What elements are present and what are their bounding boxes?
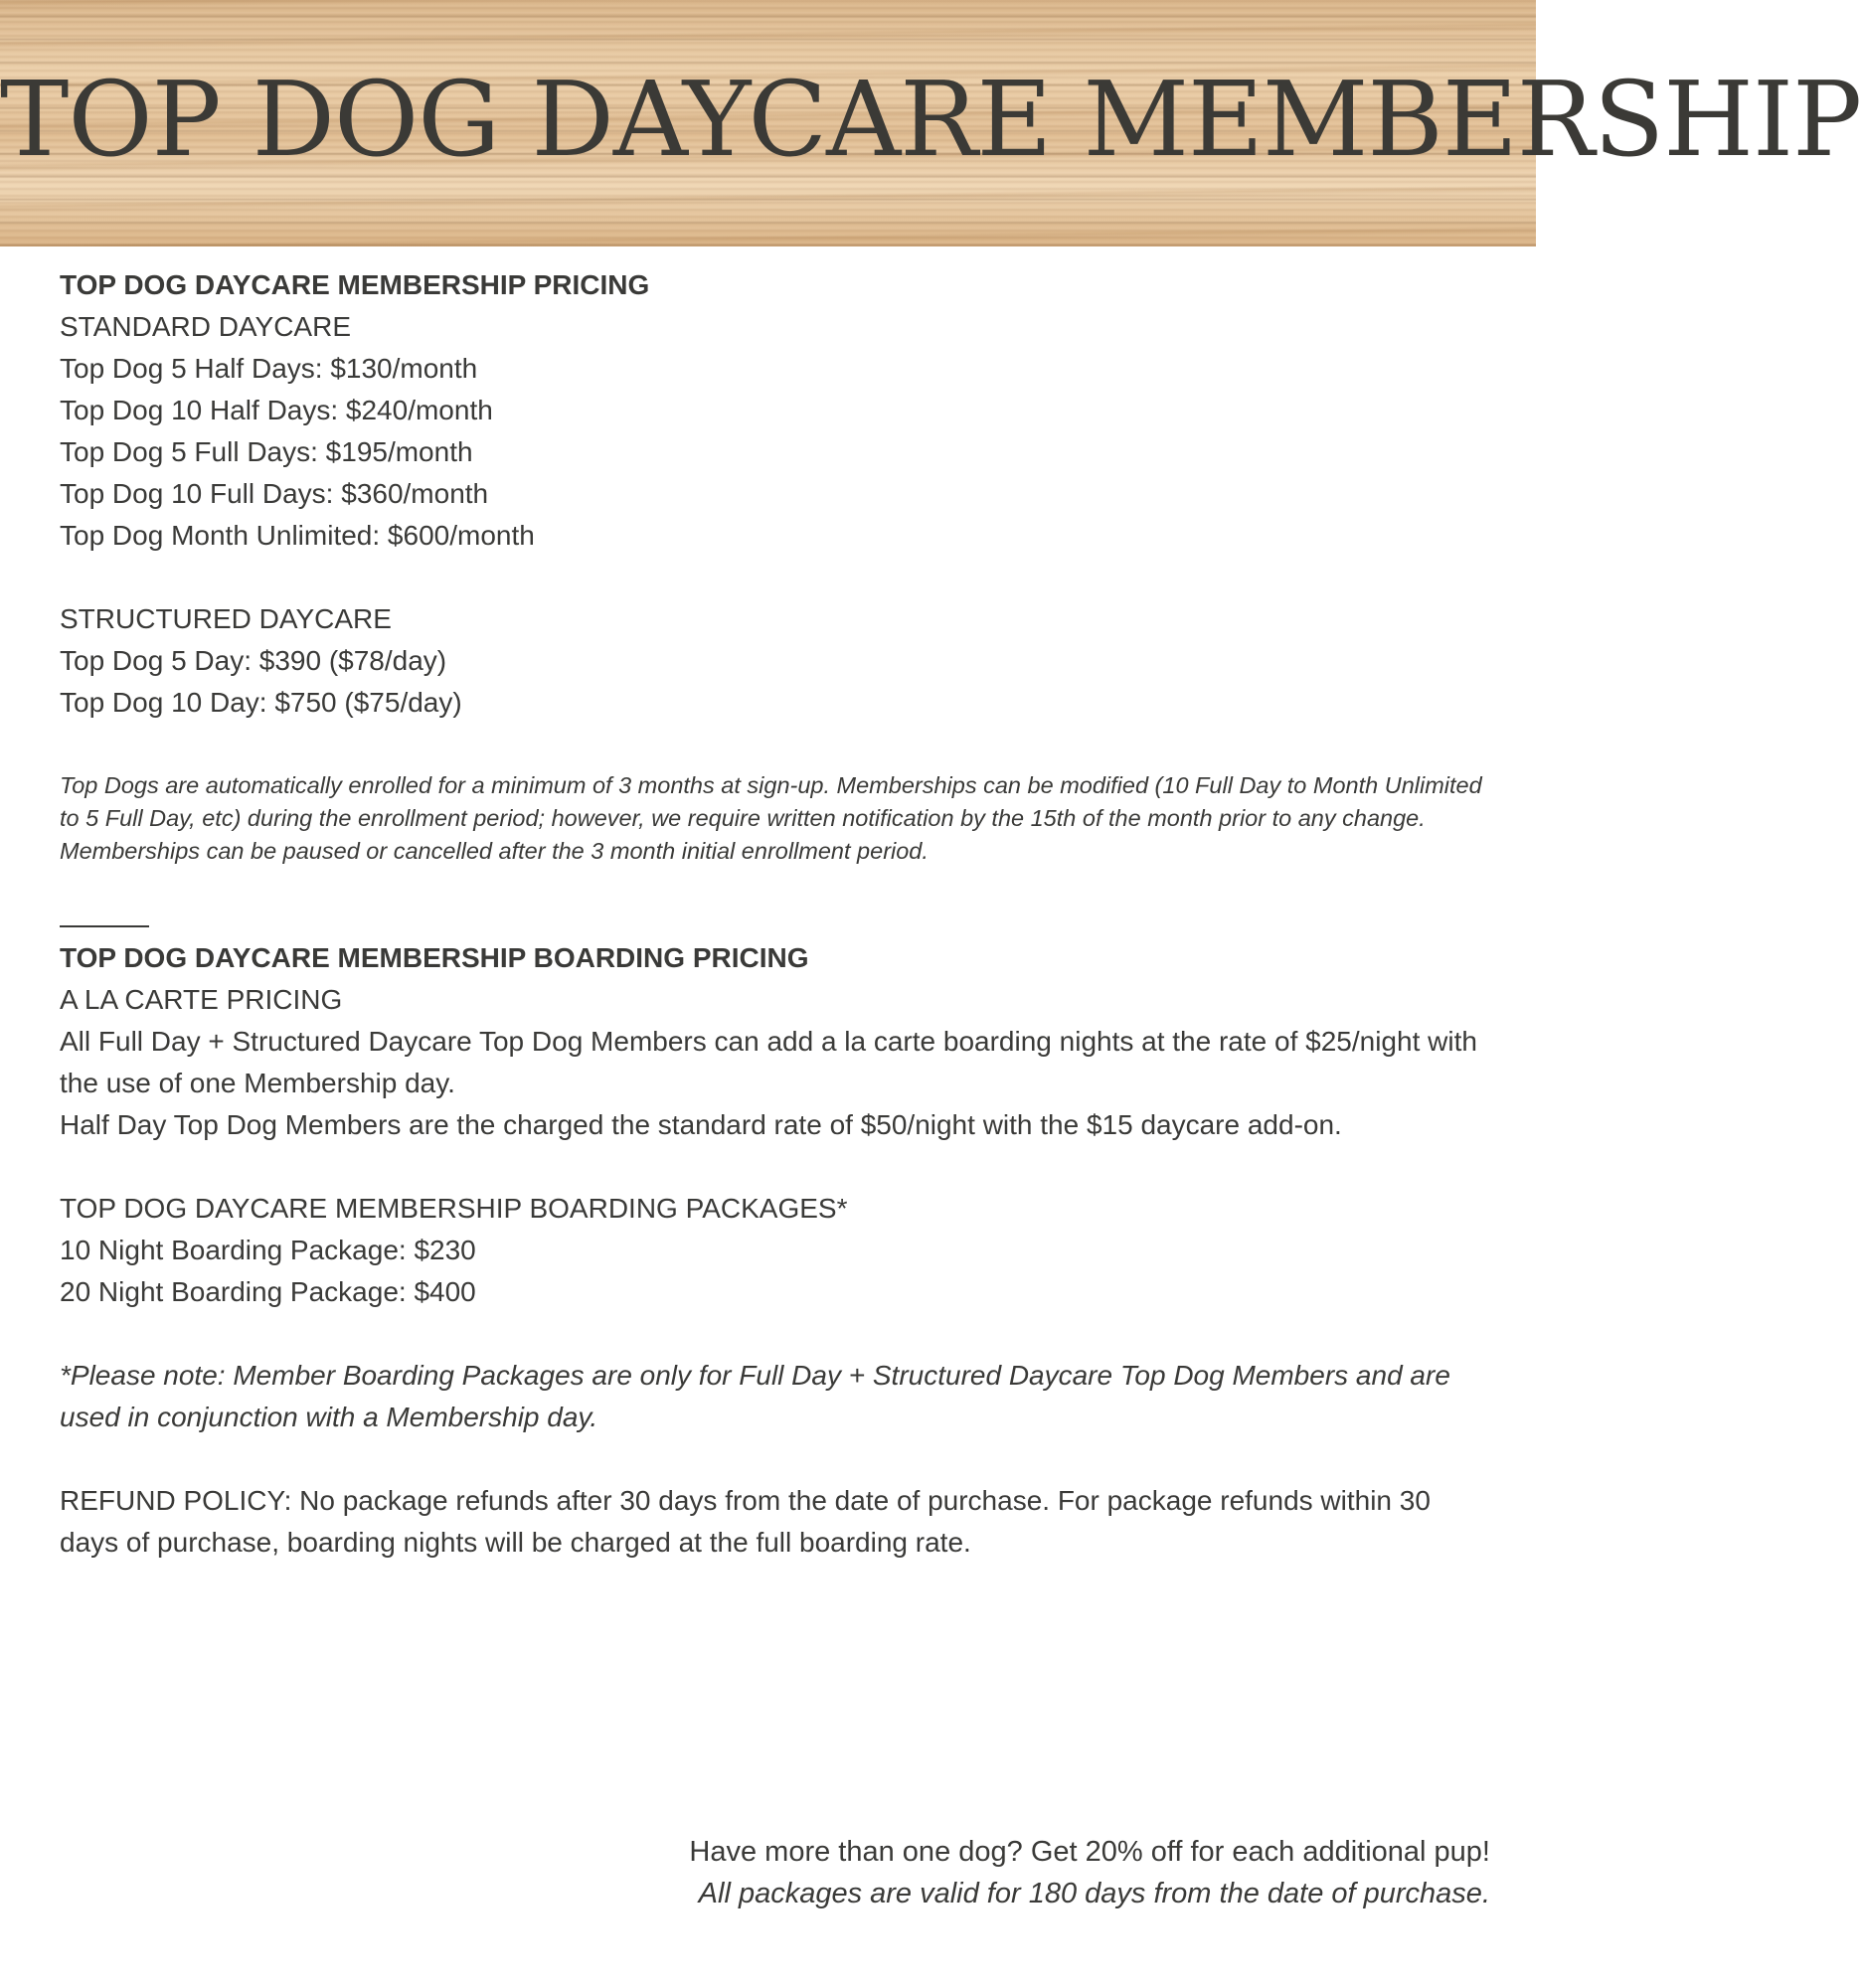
standard-item: Top Dog 10 Half Days: $240/month [60, 395, 493, 425]
page-title: TOP DOG DAYCARE MEMBERSHIP [0, 59, 1861, 180]
a-la-carte-label: A LA CARTE PRICING [60, 984, 343, 1015]
multi-dog-discount: Have more than one dog? Get 20% off for each additional pup! [689, 1836, 1490, 1868]
package-note: *Please note: Member Boarding Packages are only for Full Day + Structured Daycare Top Dog Members and are used in conjunction with a Membership day. [60, 1360, 1450, 1432]
boarding-packages-label: TOP DOG DAYCARE MEMBERSHIP BOARDING PACKAGES* [60, 1193, 848, 1224]
structured-item: Top Dog 10 Day: $750 ($75/day) [60, 687, 462, 718]
section-divider [60, 925, 149, 927]
standard-daycare-label: STANDARD DAYCARE [60, 311, 352, 342]
pricing-content [60, 264, 1491, 1564]
boarding-package-item: 10 Night Boarding Package: $230 [60, 1235, 476, 1265]
standard-item: Top Dog 5 Half Days: $130/month [60, 353, 478, 384]
standard-item: Top Dog Month Unlimited: $600/month [60, 520, 535, 551]
refund-policy: REFUND POLICY: No package refunds after 30 days from the date of purchase. For package refunds within 30 days of purchase, boarding nights will be charged at the full boarding rate. [60, 1485, 1431, 1558]
half-day-text: Half Day Top Dog Members are the charged the standard rate of $50/night with the $15 daycare add-on. [60, 1109, 1342, 1140]
enrollment-note: Top Dogs are automatically enrolled for a minimum of 3 months at sign-up. Memberships can be modified (10 Full Day to Month Unlimited to 5 Full Day, etc) during the enrollment period; however, we require written notification by the 15th of the month prior to any change. Memberships can be paused or cancelled after the 3 month initial enrollment period. [60, 772, 1482, 864]
footer [689, 1831, 1490, 1914]
wood-banner [0, 0, 1861, 247]
standard-item: Top Dog 10 Full Days: $360/month [60, 478, 489, 509]
structured-item: Top Dog 5 Day: $390 ($78/day) [60, 645, 447, 676]
a-la-carte-text: All Full Day + Structured Daycare Top Dog Members can add a la carte boarding nights at the rate of $25/night with the use of one Membership day. [60, 1026, 1477, 1098]
boarding-heading: TOP DOG DAYCARE MEMBERSHIP BOARDING PRICING [60, 942, 809, 973]
package-validity: All packages are valid for 180 days from the date of purchase. [698, 1878, 1490, 1909]
standard-item: Top Dog 5 Full Days: $195/month [60, 436, 473, 467]
structured-daycare-label: STRUCTURED DAYCARE [60, 603, 392, 634]
boarding-package-item: 20 Night Boarding Package: $400 [60, 1276, 476, 1307]
pricing-heading: TOP DOG DAYCARE MEMBERSHIP PRICING [60, 269, 650, 300]
